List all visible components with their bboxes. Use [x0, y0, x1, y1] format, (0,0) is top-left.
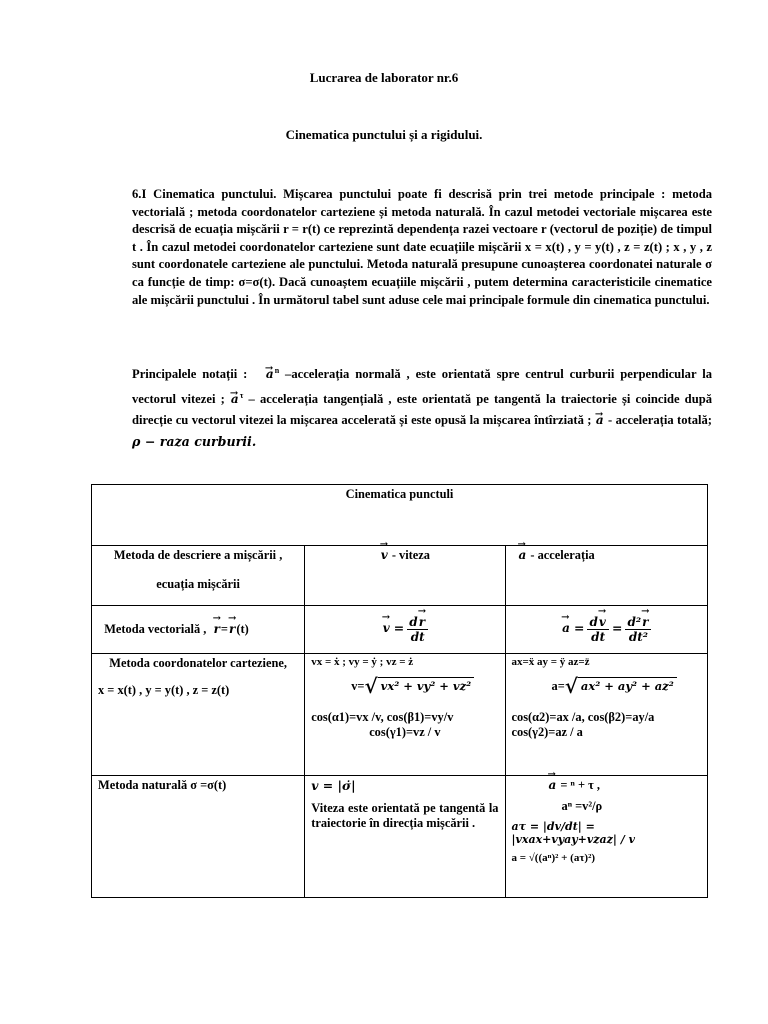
document-title: Lucrarea de laborator nr.6 [309, 70, 459, 85]
natural-acceleration-equation: = ⁿ + τ , [560, 778, 601, 792]
row-natural-acceleration-cell [505, 776, 708, 898]
row-cartesian-velocity-cell [305, 654, 505, 776]
row-vector-label: Metoda vectorială , [104, 622, 207, 636]
header-velocity-cell [305, 546, 505, 606]
table-title: Cinematica punctuli [345, 487, 454, 501]
natural-tangential-acceleration: aτ = |dv/dt| = |vxax+vyay+vzaz| / v [511, 820, 635, 846]
cartesian-velocity-cos2: cos(γ1)=vz / v [369, 725, 441, 739]
cartesian-acceleration-cos2: cos(γ2)=az / a [511, 725, 583, 739]
kinematics-table [91, 484, 708, 898]
vector-a-icon: → a [230, 392, 240, 406]
velocity-fraction: $\frac{d\to r}{dt}$ [407, 615, 428, 644]
row-vector-acceleration-cell: → a = $\frac{d\to v}{dt}$ = $\frac{\text{d²→ r}}{\text{dt²}}$ [505, 606, 708, 654]
notation-rho-text: ρ − raza curburii. [132, 434, 257, 450]
notation-normal-text: –accelerația normală , este orientată spre centrul curburii perpendicular la vectorul vitezei ; [132, 367, 712, 407]
vector-a-icon: → a [595, 413, 605, 427]
header-method-line1: Metoda de descriere a mișcării , [113, 548, 283, 562]
notation-total-text: - accelerația totală; [608, 413, 712, 428]
intro-paragraph: 6.I Cinematica punctului. Mișcarea punctului poate fi descrisă prin trei metode principale : metoda vectorială ; metoda coordonatelor carteziene și metoda naturală. În cazul metodei vectoriale mișcarea este descrisă de ecuația mișcării r = r(t) ce reprezintă dependența razei vectoare r (vectorul de poziție) de timpul t . În cazul metodei coordonatelor carteziene sunt date ecuațiile mișcării x = x(t) , y = y(t) , z = z(t) ; x , y , z sunt coordonatele carteziene ale punctului. Metoda naturală presupune cunoașterea coordonatei naturale σ ca funcție de timp: σ=σ(t). Dacă cunoaștem ecuațiile mișcării , putem determina caracteristicile cinematice ale mișcării punctului . În următorul tabel sunt aduse cele mai principale formule din cinematica punctului. [132, 187, 712, 307]
document-subtitle: Cinematica punctului și a rigidului. [285, 127, 483, 142]
header-method-cell [92, 546, 305, 606]
row-natural-label-cell [92, 776, 305, 898]
acceleration-root: ax² + ay² + az² [578, 677, 677, 694]
row-natural-velocity-cell [305, 776, 505, 898]
natural-velocity-equation: v = |σ̇| [311, 778, 356, 793]
cartesian-acceleration-cos1: cos(α2)=ax /a, cos(β2)=ay/a [511, 710, 655, 724]
row-cartesian-equations: x = x(t) , y = y(t) , z = z(t) [98, 683, 230, 697]
natural-total-acceleration: a = √((aⁿ)² + (aτ)²) [511, 852, 596, 864]
sqrt-icon: √ [364, 674, 378, 698]
natural-normal-acceleration: aⁿ =v²/ρ [561, 799, 603, 813]
cartesian-velocity-modulus [311, 674, 498, 698]
vector-a-icon: → a [561, 621, 571, 635]
cartesian-velocity-components: vx = ẋ ; vy = ẏ ; vz = ż [311, 656, 414, 668]
header-velocity: - viteza [391, 548, 430, 562]
cartesian-acceleration-components: ax=ẍ ay = ÿ az=z̈ [511, 656, 590, 668]
velocity-root: vx² + vy² + vz² [378, 677, 475, 694]
row-cartesian-label: Metoda coordonatelor carteziene, [109, 656, 287, 670]
vector-v-icon: → v [380, 548, 389, 562]
vector-v-icon: → v [382, 621, 391, 635]
acceleration-second-fraction: $\frac{\text{d²→ r}}{\text{dt²}}$ [625, 615, 651, 644]
notations-paragraph: Principalele notații : → $a^n$ –accelerația normală , este orientată spre centrul curburii perpendicular la vectorul vitezei ; → $a^\tau$ – accelerația tangențială , este orientată pe tangentă la traiectorie și coincide după direcție cu vectorul vitezei la mișcarea accelerată și este opusă la mișcarea întîrziată ; → a - accelerația totală; ρ − raza curburii. [132, 360, 712, 453]
vector-a-icon: → a [518, 548, 528, 562]
natural-velocity-text: Viteza este orientată pe tangentă la traiectorie în direcția mișcării . [311, 801, 499, 830]
row-vector-velocity-cell: → v = $\frac{d\to r}{dt}$ [305, 606, 505, 654]
table-title-cell [92, 485, 708, 546]
vector-r-icon: → r [228, 622, 236, 636]
header-acceleration-cell [505, 546, 708, 606]
row-natural-label: Metoda naturală σ =σ(t) [98, 778, 227, 792]
velocity-modulus-label: v= [351, 679, 365, 693]
row-cartesian-acceleration-cell [505, 654, 708, 776]
cartesian-velocity-cos1: cos(α1)=vx /v, cos(β1)=vy/v [311, 710, 454, 724]
acceleration-fraction: $\frac{d\to v}{dt}$ [587, 615, 608, 644]
vector-r-icon: → r [213, 622, 221, 636]
natural-acceleration-sum [512, 778, 702, 793]
row-vector-label-cell [92, 606, 305, 654]
vector-a-icon: → a [548, 778, 558, 792]
notation-tangential-text: – accelerația tangențială , este orientată pe tangentă la traiectorie și coincide după direcție cu vectorul vitezei la mișcarea accelerată și este opusă la mișcarea întîrziată ; [132, 392, 712, 428]
row-cartesian-label-cell [92, 654, 305, 776]
sqrt-icon: √ [564, 674, 578, 698]
equals-sign: = [220, 622, 228, 636]
vector-a-icon: → a [265, 367, 275, 381]
header-acceleration: - accelerația [530, 548, 595, 562]
cartesian-acceleration-modulus [512, 674, 702, 698]
row-vector-eq-t: (t) [236, 622, 249, 636]
acceleration-modulus-label: a= [551, 679, 565, 693]
header-method-line2: ecuația mișcării [156, 577, 240, 591]
notations-label: Principalele notații : [132, 367, 248, 382]
